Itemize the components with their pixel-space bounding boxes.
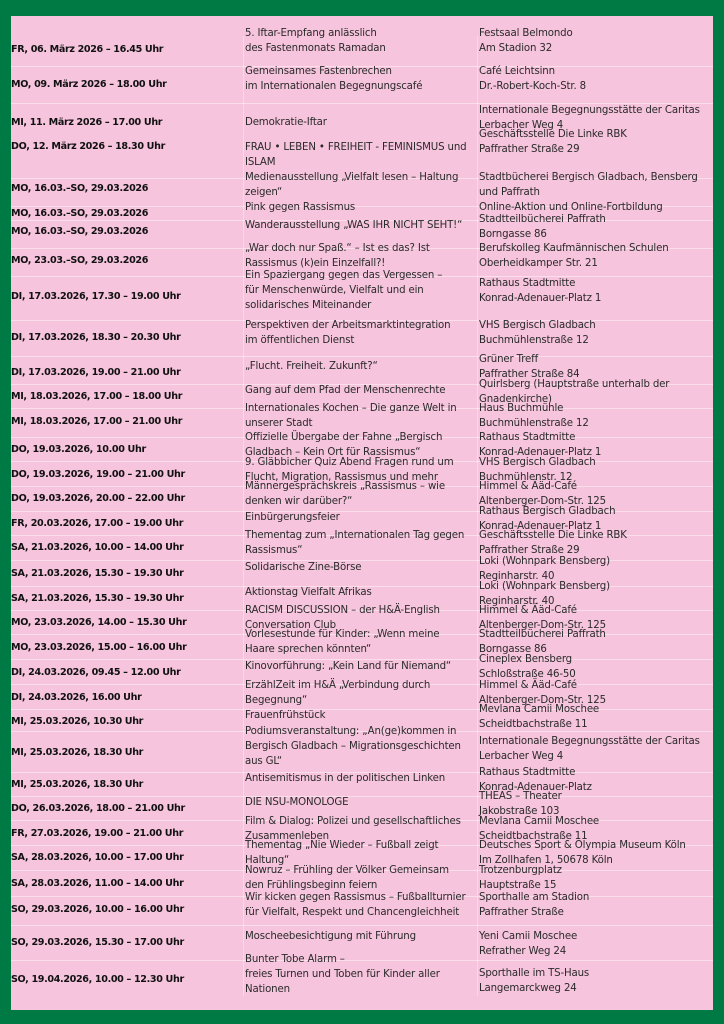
event-location: Rathaus Stadtmitte Konrad-Adenauer-Platz 1 xyxy=(479,278,602,304)
event-date: SO, 29.03.2026, 10.00 – 16.00 Uhr xyxy=(11,904,184,915)
event-title: Internationales Kochen – Die ganze Welt in unserer Stadt xyxy=(245,403,457,429)
event-date: MO, 16.03.–SO, 29.03.2026 xyxy=(11,226,149,237)
event-location: Haus Buchmühle Buchmühlenstraße 12 xyxy=(479,403,589,429)
event-location: Quirlsberg (Hauptstraße unterhalb der Gnadenkirche) xyxy=(479,379,670,405)
event-title: Vorlesestunde für Kinder: „Wenn meine Haare sprechen könnten“ xyxy=(245,629,440,655)
event-date: MI, 18.03.2026, 17.00 – 18.00 Uhr xyxy=(11,391,183,402)
event-date: DO, 12. März 2026 – 18.30 Uhr xyxy=(11,141,165,152)
event-date: FR, 20.03.2026, 17.00 – 19.00 Uhr xyxy=(11,518,184,529)
event-date: DO, 26.03.2026, 18.00 – 21.00 Uhr xyxy=(11,803,185,814)
event-location: Sporthalle am Stadion Paffrather Straße xyxy=(479,892,590,918)
event-location: Festsaal Belmondo Am Stadion 32 xyxy=(479,28,573,54)
event-title: „War doch nur Spaß.“ – Ist es das? Ist Rassismus (k)ein Einzelfall?! xyxy=(245,243,430,269)
event-title: Gang auf dem Pfad der Menschenrechte xyxy=(245,385,446,396)
event-date: MO, 16.03.–SO, 29.03.2026 xyxy=(11,208,149,219)
event-title: FRAU • LEBEN • FREIHEIT - FEMINISMUS und ISLAM xyxy=(245,142,467,168)
row-separator xyxy=(11,925,713,926)
event-title: Medienausstellung „Vielfalt lesen – Haltung zeigen“ xyxy=(245,172,459,198)
event-title: Thementag zum „Internationalen Tag gegen Rassismus“ xyxy=(245,530,465,556)
event-title: Pink gegen Rassismus xyxy=(245,202,356,213)
event-title: 5. Iftar-Empfang anlässlich des Fastenmonats Ramadan xyxy=(245,28,386,54)
event-location: Mevlana Camii Moschee Scheidtbachstraße 11 xyxy=(479,816,600,842)
event-location: Sporthalle im TS-Haus Langemarckweg 24 xyxy=(479,968,590,994)
event-location: Yeni Camii Moschee Refrather Weg 24 xyxy=(479,931,578,957)
event-date: DO, 19.03.2026, 19.00 – 21.00 Uhr xyxy=(11,469,185,480)
event-location: Trotzenburgplatz Hauptstraße 15 xyxy=(479,865,562,891)
event-location: Internationale Begegnungsstätte der Caritas Lerbacher Weg 4 xyxy=(479,736,700,762)
event-title: Ein Spaziergang gegen das Vergessen – für Menschenwürde, Vielfalt und ein solidarisches Miteinander xyxy=(245,270,443,311)
event-date: SA, 28.03.2026, 11.00 – 14.00 Uhr xyxy=(11,878,184,889)
event-date: MI, 25.03.2026, 18.30 Uhr xyxy=(11,747,144,758)
event-date: DI, 17.03.2026, 19.00 – 21.00 Uhr xyxy=(11,367,181,378)
event-title: Antisemitismus in der politischen Linken xyxy=(245,773,446,784)
event-title: „Flucht. Freiheit. Zukunft?“ xyxy=(245,361,378,372)
event-title: Einbürgerungsfeier xyxy=(245,512,340,523)
event-date: DI, 24.03.2026, 09.45 – 12.00 Uhr xyxy=(11,667,181,678)
event-location: Himmel & Ääd-Café Altenberger-Dom-Str. 125 xyxy=(479,481,606,507)
event-title: Nowruz – Frühling der Völker Gemeinsam den Frühlingsbeginn feiern xyxy=(245,865,449,891)
event-title: 9. Gläbbicher Quiz Abend Fragen rund um Flucht, Migration, Rassismus und mehr xyxy=(245,457,454,483)
event-title: Frauenfrühstück xyxy=(245,710,326,721)
event-date: DI, 17.03.2026, 18.30 – 20.30 Uhr xyxy=(11,332,181,343)
event-title: RACISM DISCUSSION – der H&Ä-English Conversation Club xyxy=(245,605,440,631)
event-location: Himmel & Ääd-Café Altenberger-Dom-Str. 125 xyxy=(479,605,606,631)
event-location: Deutsches Sport & Olympia Museum Köln Im Zollhafen 1, 50678 Köln xyxy=(479,840,686,866)
event-location: Stadtteilbücherei Paffrath Borngasse 86 xyxy=(479,214,606,240)
event-date: MI, 11. März 2026 – 17.00 Uhr xyxy=(11,117,163,128)
event-title: Perspektiven der Arbeitsmarktintegration im öffentlichen Dienst xyxy=(245,320,451,346)
event-location: Berufskolleg Kaufmännischen Schulen Oberheidkamper Str. 21 xyxy=(479,243,669,269)
event-date: DI, 24.03.2026, 16.00 Uhr xyxy=(11,692,142,703)
event-location: THEAS – Theater Jakobstraße 103 xyxy=(479,791,562,817)
event-date: MI, 25.03.2026, 10.30 Uhr xyxy=(11,716,144,727)
event-location: Mevlana Camii Moschee Scheidtbachstraße 11 xyxy=(479,704,600,730)
event-date: DO, 19.03.2026, 10.00 Uhr xyxy=(11,444,146,455)
event-date: SA, 21.03.2026, 10.00 – 14.00 Uhr xyxy=(11,542,184,553)
event-date: MI, 18.03.2026, 17.00 – 21.00 Uhr xyxy=(11,416,183,427)
event-location: Himmel & Ääd-Café Altenberger-Dom-Str. 125 xyxy=(479,680,606,706)
event-title: Solidarische Zine-Börse xyxy=(245,562,362,573)
event-location: Cineplex Bensberg Schloßstraße 46-50 xyxy=(479,654,576,680)
event-date: SO, 19.04.2026, 10.00 – 12.30 Uhr xyxy=(11,974,184,985)
event-location: Online-Aktion und Online-Fortbildung xyxy=(479,202,663,213)
event-location: Rathaus Stadtmitte Konrad-Adenauer-Platz 1 xyxy=(479,432,602,458)
column-divider xyxy=(243,36,244,996)
event-location: Stadtteilbücherei Paffrath Borngasse 86 xyxy=(479,629,606,655)
event-title: DIE NSU-MONOLOGE xyxy=(245,797,349,808)
event-date: DO, 19.03.2026, 20.00 – 22.00 Uhr xyxy=(11,493,185,504)
event-title: Moscheebesichtigung mit Führung xyxy=(245,931,416,942)
event-title: Bunter Tobe Alarm – freies Turnen und Toben für Kinder aller Nationen xyxy=(245,954,440,995)
event-title: Wir kicken gegen Rassismus – Fußballturnier für Vielfalt, Respekt und Chancengleichheit xyxy=(245,892,466,918)
event-date: MO, 23.03.–SO, 29.03.2026 xyxy=(11,255,149,266)
event-location: Loki (Wohnpark Bensberg) Reginharstr. 40 xyxy=(479,556,610,582)
event-title: Wanderausstellung „WAS IHR NICHT SEHT!“ xyxy=(245,220,463,231)
event-location: Grüner Treff Paffrather Straße 84 xyxy=(479,354,580,380)
event-title: Gemeinsames Fastenbrechen im Internationalen Begegnungscafé xyxy=(245,66,423,92)
event-date: MO, 23.03.2026, 14.00 – 15.30 Uhr xyxy=(11,617,187,628)
event-location: Internationale Begegnungsstätte der Caritas Lerbacher Weg 4 xyxy=(479,105,700,131)
event-title: Aktionstag Vielfalt Afrikas xyxy=(245,587,372,598)
event-location: Stadtbücherei Bergisch Gladbach, Bensberg und Paffrath xyxy=(479,172,698,198)
event-date: MI, 25.03.2026, 18.30 Uhr xyxy=(11,779,144,790)
event-date: MO, 23.03.2026, 15.00 – 16.00 Uhr xyxy=(11,642,187,653)
event-title: Thementag „Nie Wieder – Fußball zeigt Haltung“ xyxy=(245,840,439,866)
event-title: Männergesprächskreis „Rassismus – wie denken wir darüber?“ xyxy=(245,481,445,507)
event-date: MO, 16.03.–SO, 29.03.2026 xyxy=(11,183,149,194)
event-title: Kinovorführung: „Kein Land für Niemand“ xyxy=(245,661,452,672)
event-location: Loki (Wohnpark Bensberg) Reginharstr. 40 xyxy=(479,581,610,607)
event-location: Geschäftsstelle Die Linke RBK Paffrather Straße 29 xyxy=(479,129,627,155)
event-date: SA, 21.03.2026, 15.30 – 19.30 Uhr xyxy=(11,593,184,604)
event-location: Rathaus Stadtmitte Konrad-Adenauer-Platz xyxy=(479,767,592,793)
event-location: VHS Bergisch Gladbach Buchmühlenstr. 12 xyxy=(479,457,596,483)
event-date: FR, 06. März 2026 – 16.45 Uhr xyxy=(11,44,164,55)
event-title: Podiumsveranstaltung: „An(ge)kommen in Bergisch Gladbach – Migrationsgeschichten aus GL“ xyxy=(245,726,461,767)
event-location: Café Leichtsinn Dr.-Robert-Koch-Str. 8 xyxy=(479,66,586,92)
event-title: Film & Dialog: Polizei und gesellschaftliches Zusammenleben xyxy=(245,816,461,842)
event-date: SA, 28.03.2026, 10.00 – 17.00 Uhr xyxy=(11,852,184,863)
event-title: ErzählZeit im H&Ä „Verbindung durch Begegnung“ xyxy=(245,680,431,706)
event-title: Demokratie-Iftar xyxy=(245,117,327,128)
event-location: Geschäftsstelle Die Linke RBK Paffrather Straße 29 xyxy=(479,530,627,556)
event-schedule-sheet xyxy=(11,16,713,1010)
event-date: DI, 17.03.2026, 17.30 – 19.00 Uhr xyxy=(11,291,181,302)
event-location: VHS Bergisch Gladbach Buchmühlenstraße 12 xyxy=(479,320,596,346)
event-date: FR, 27.03.2026, 19.00 – 21.00 Uhr xyxy=(11,828,184,839)
column-divider xyxy=(477,36,478,996)
event-location: Rathaus Bergisch Gladbach Konrad-Adenauer-Platz 1 xyxy=(479,506,616,532)
event-date: SA, 21.03.2026, 15.30 – 19.30 Uhr xyxy=(11,568,184,579)
event-title: Offizielle Übergabe der Fahne „Bergisch Gladbach – Kein Ort für Rassismus“ xyxy=(245,432,443,458)
event-date: SO, 29.03.2026, 15.30 – 17.00 Uhr xyxy=(11,937,184,948)
event-date: MO, 09. März 2026 – 18.00 Uhr xyxy=(11,79,167,90)
